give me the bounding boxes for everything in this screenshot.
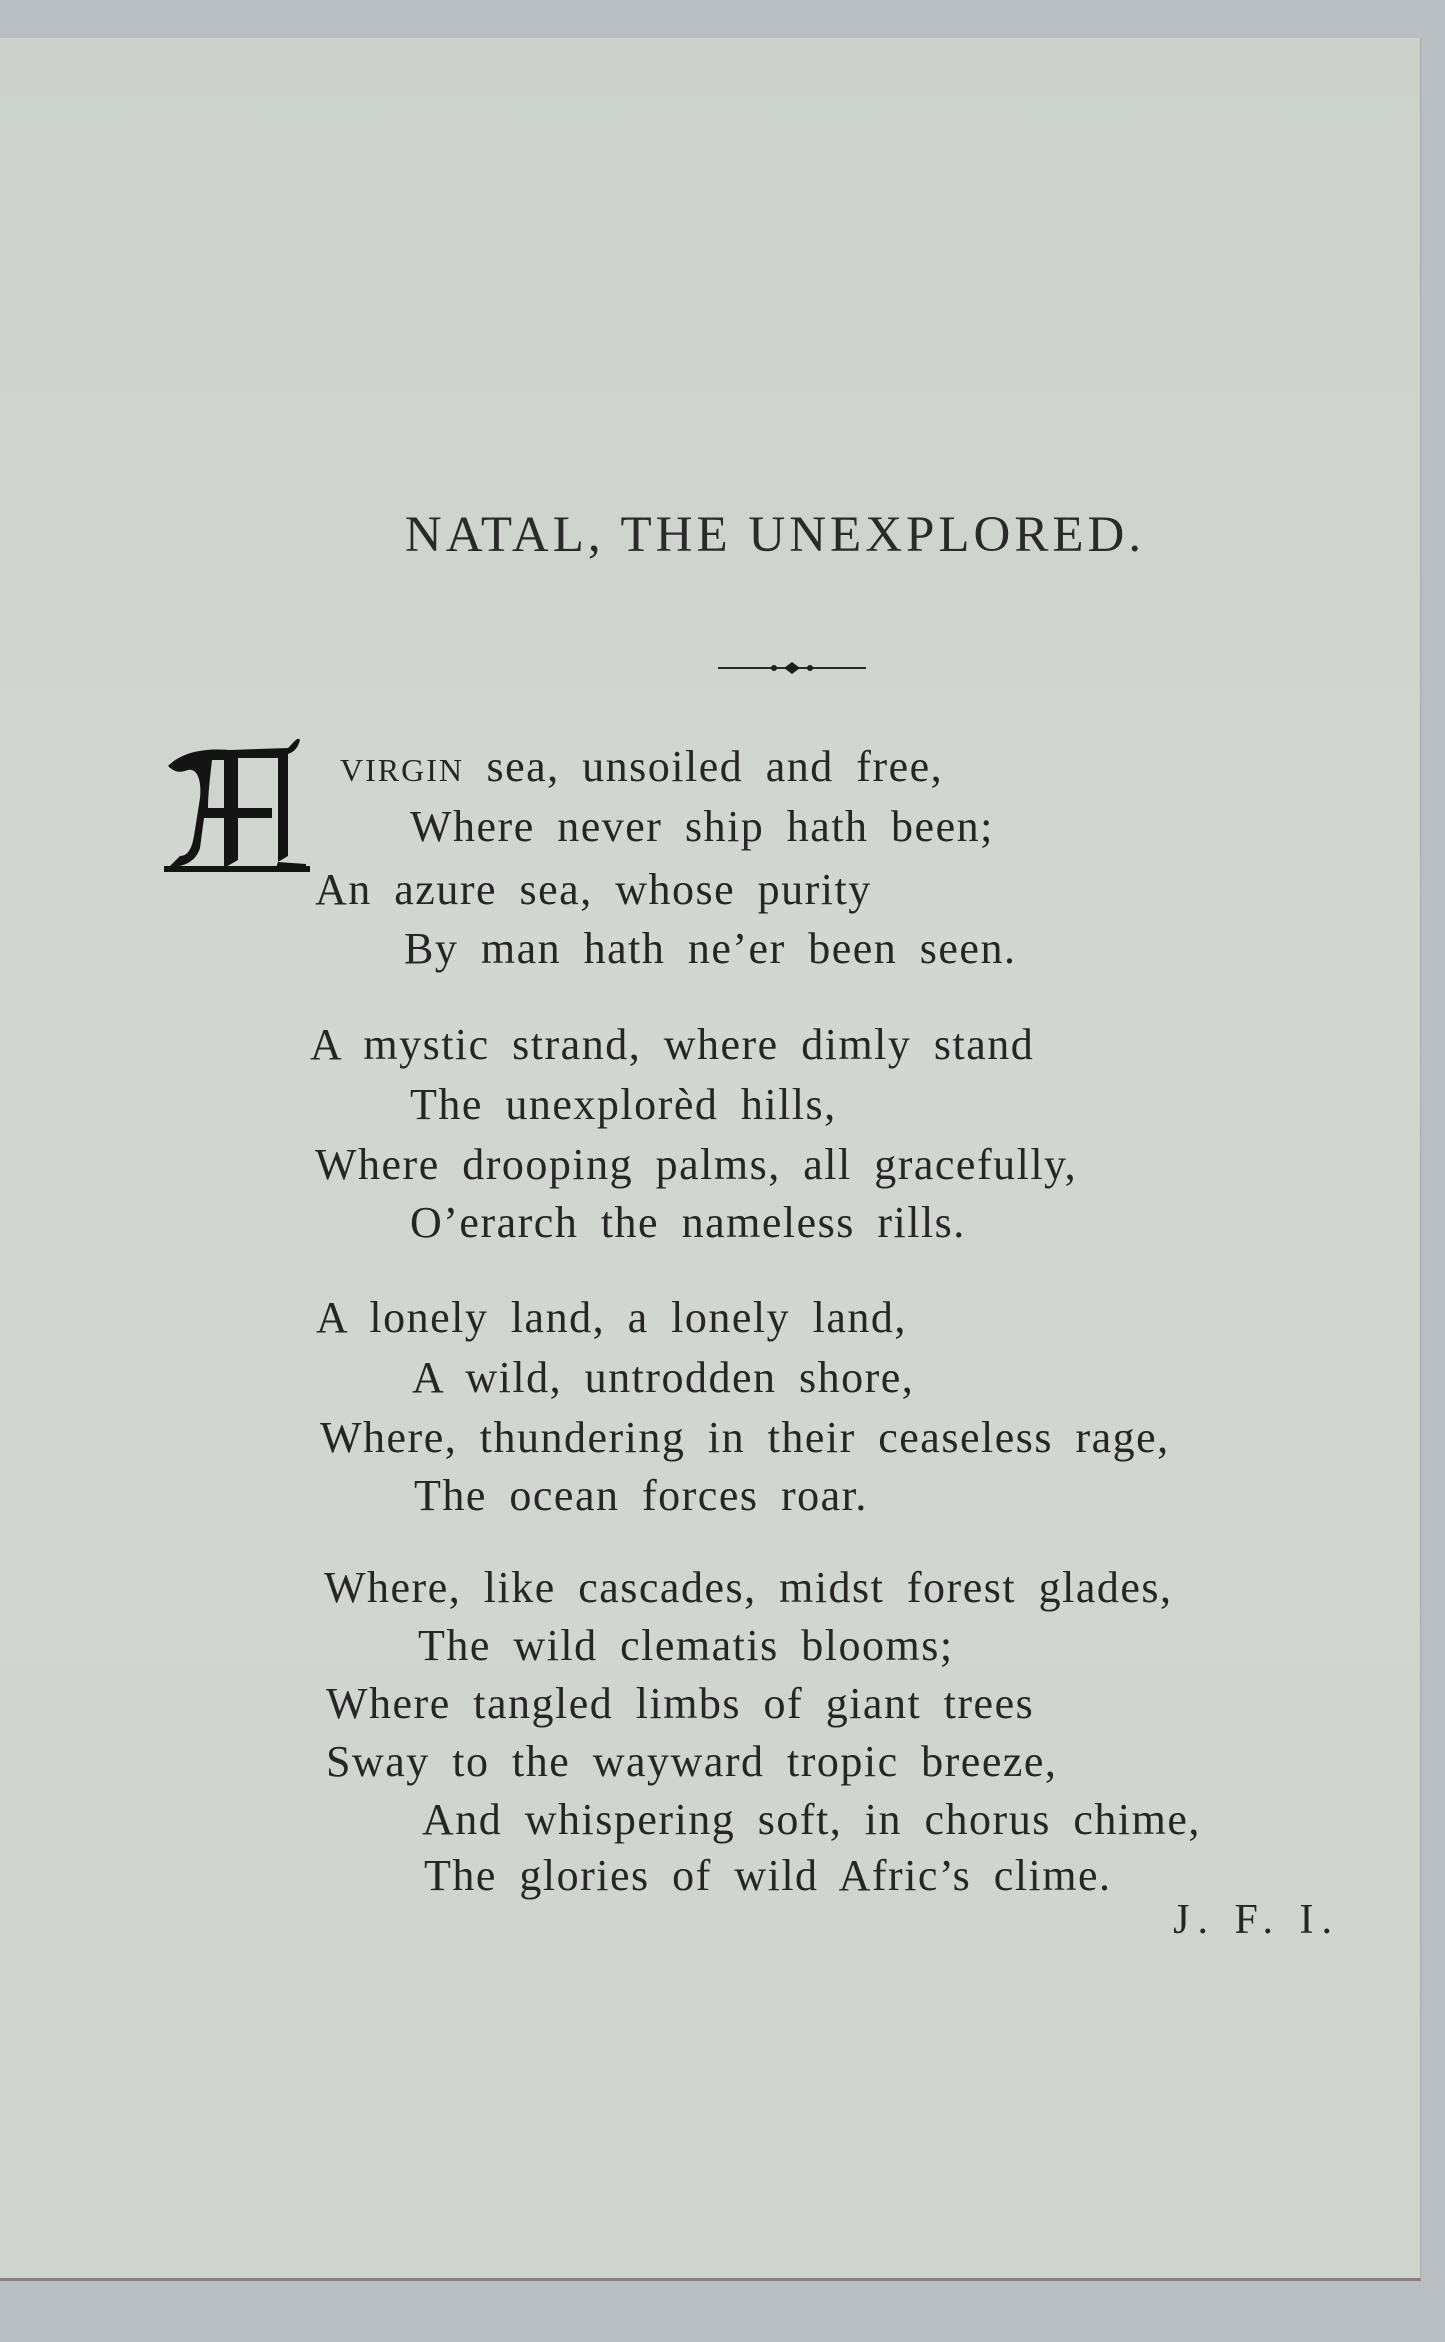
first-word-smallcaps: VIRGIN bbox=[340, 752, 464, 788]
poem-title: NATAL, THE UNEXPLORED. bbox=[404, 507, 1146, 563]
poem-line: An azure sea, whose purity bbox=[315, 865, 872, 914]
poem-line: Where, thundering in their ceaseless rage, bbox=[320, 1413, 1170, 1462]
poem-line: Where, like cascades, midst forest glades, bbox=[324, 1563, 1173, 1612]
poem-line: Where tangled limbs of giant trees bbox=[326, 1679, 1035, 1728]
poem-line: O’erarch the nameless rills. bbox=[410, 1198, 966, 1247]
poem-line: Where never ship hath been; bbox=[410, 802, 994, 851]
poem-line-1 bbox=[340, 742, 944, 791]
poem-line: By man hath ne’er been seen. bbox=[404, 924, 1017, 973]
poem-line: The glories of wild Afric’s clime. bbox=[424, 1851, 1112, 1900]
poem-line: A lonely land, a lonely land, bbox=[316, 1293, 907, 1342]
title-ornament-divider bbox=[718, 660, 866, 676]
drop-cap-initial bbox=[160, 738, 310, 888]
poem-line: The unexplorèd hills, bbox=[410, 1080, 837, 1129]
poem-line: And whispering soft, in chorus chime, bbox=[422, 1795, 1201, 1844]
poem-line: The ocean forces roar. bbox=[414, 1471, 868, 1520]
book-page bbox=[0, 38, 1421, 2281]
first-line-text: sea, unsoiled and free, bbox=[486, 742, 944, 791]
poem-line: Where drooping palms, all gracefully, bbox=[315, 1140, 1078, 1189]
poem-line: A wild, untrodden shore, bbox=[412, 1353, 915, 1402]
poem-line: A mystic strand, where dimly stand bbox=[310, 1020, 1035, 1069]
author-initials: J. F. I. bbox=[1173, 1897, 1340, 1943]
poem-line: The wild clematis blooms; bbox=[418, 1621, 954, 1670]
poem-line: Sway to the wayward tropic breeze, bbox=[326, 1737, 1058, 1786]
